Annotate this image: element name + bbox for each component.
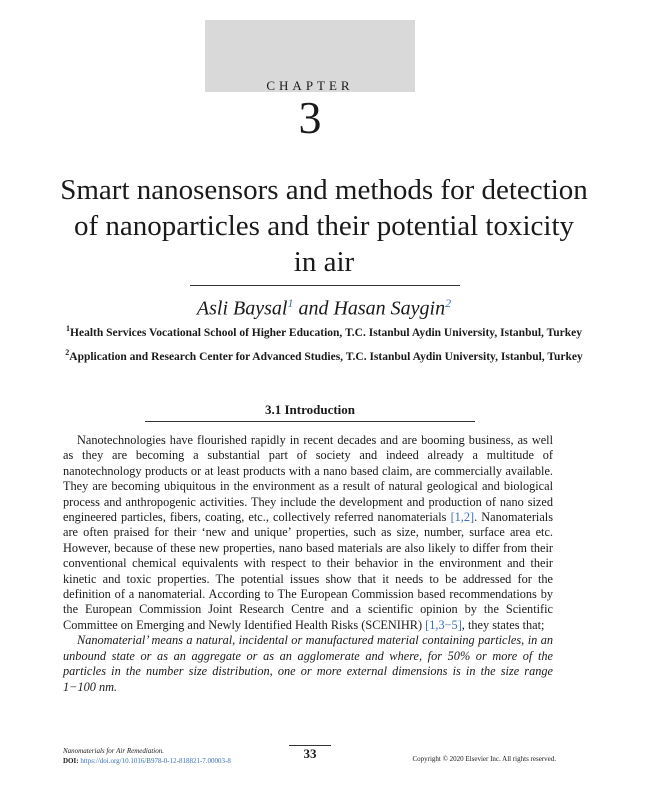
section-heading: 3.1 Introduction [264, 402, 356, 417]
affiliation-marker: 1 [66, 324, 71, 333]
chapter-label: CHAPTER [266, 78, 354, 93]
page-number: 33 [303, 746, 317, 761]
author-name: Hasan Saygin [333, 297, 446, 320]
affiliation-text: Application and Research Center for Advanced Studies, T.C. Istanbul Aydin University, Istanbul, Turkey [69, 350, 583, 363]
author-name: Asli Baysal [196, 297, 288, 320]
doi-link[interactable]: https://doi.org/10.1016/B978-0-12-818821-7.00003-8 [80, 757, 231, 765]
paragraph-text: , they states that; [461, 617, 545, 632]
paragraph-text: Nanotechnologies have flourished rapidly in recent decades and are booming business, as well as they are becoming a substantial part of society and indeed already a multitude of nanotechnology products or at least products with a nano based claim, are commercially available. They are becoming ubiquitous in the environment as a result of natural geological and biological process and anthropogenic activities. They include the development and production of nano sized engineered particles, fibers, coating, etc., collectively referred nanomaterials [63, 433, 553, 525]
title-divider [190, 285, 460, 286]
author-line [60, 290, 588, 322]
author-affiliation-link[interactable]: 2 [445, 296, 452, 310]
section-divider [145, 421, 475, 422]
copyright-notice: Copyright © 2020 Elsevier Inc. All rights reserved. [412, 755, 556, 763]
author-affiliation-link[interactable]: 1 [287, 296, 294, 310]
affiliation-text: Health Services Vocational School of Higher Education, T.C. Istanbul Aydin University, Istanbul, Turkey [70, 326, 582, 339]
citation-link[interactable]: [1,3−5] [425, 617, 462, 632]
paragraph [63, 433, 553, 633]
chapter-number: 3 [298, 92, 322, 143]
footer-source [63, 746, 293, 766]
author-conjunction: and [298, 297, 329, 320]
doi-label: DOI: [63, 757, 81, 765]
book-title: Nanomaterials for Air Remediation. [63, 747, 164, 755]
chapter-title: Smart nanosensors and methods for detection of nanoparticles and their potential toxicity in air [60, 174, 588, 278]
paragraph-text: . Nanomaterials are often praised for their ‘new and unique’ properties, such as size, number, surface area etc. However, because of these new properties, nano based materials are also likely to differ from their conventional chemical equivalents with respect to their behavior in the environment and their kinetic and toxic properties. The potential issues show that it needs to be addressed for the definition of a nanomaterial. According to The European Commission based recommendations by the European Commission Joint Research Centre and a scientific opinion by the Scientific Committee on Emerging and Newly Identified Health Risks (SCENIHR) [63, 510, 554, 632]
citation-link[interactable]: [1,2] [450, 510, 475, 525]
affiliation-marker: 2 [65, 347, 70, 357]
body-text [63, 433, 553, 695]
definition-quote: Nanomaterial’ means a natural, incidental or manufactured material containing particles, in an unbound state or as an aggregate or as an agglomerate and where, for 50% or more of the particles in the number size distribution, one or more external dimensions is in the size range 1−100 nm. [63, 633, 553, 694]
affiliations [60, 319, 588, 367]
doi-line [63, 756, 293, 766]
